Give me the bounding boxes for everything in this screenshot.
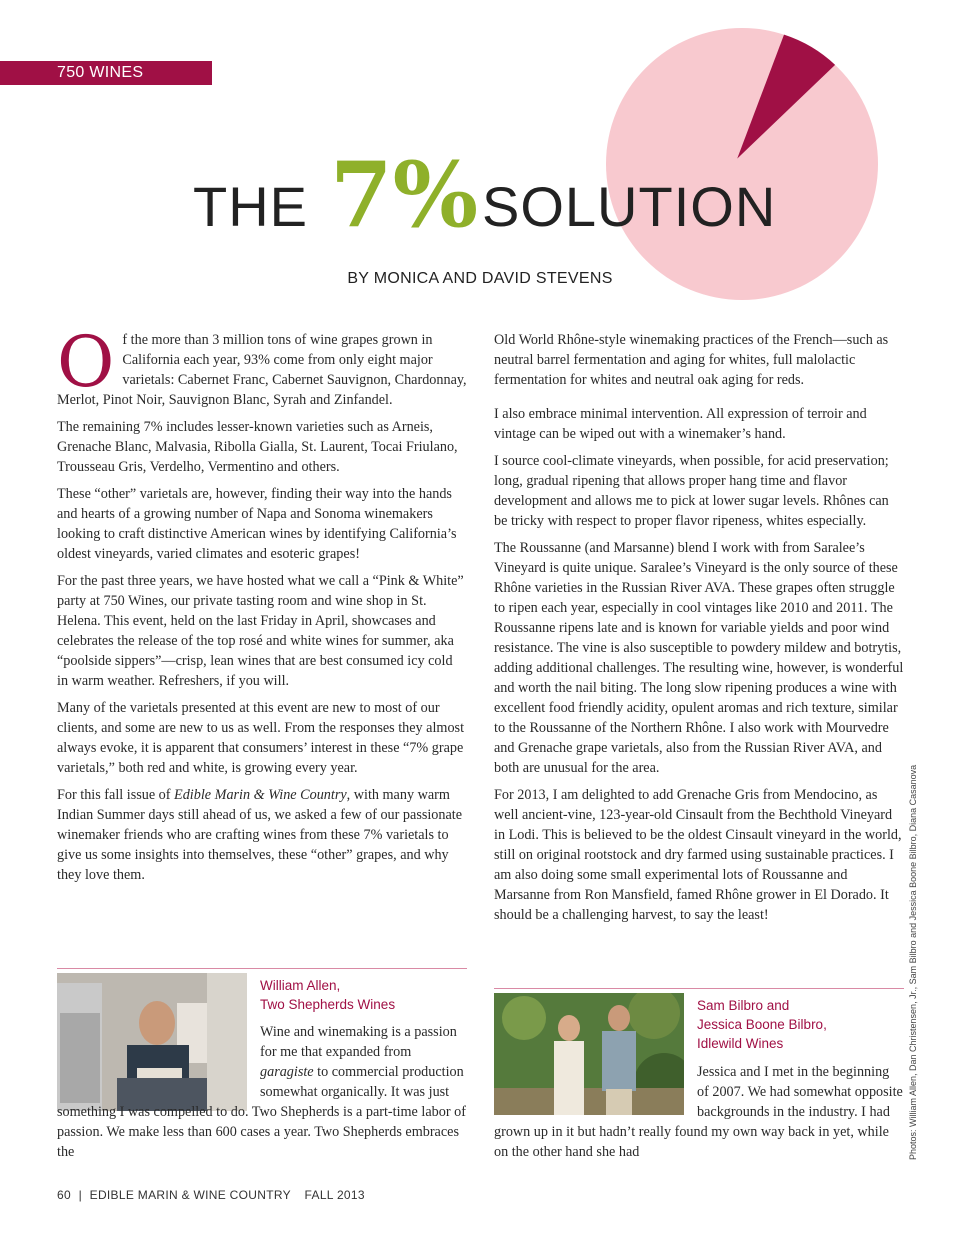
text: For this fall issue of: [57, 787, 175, 803]
profile1-name: William Allen,: [260, 978, 341, 993]
photo-credit: Photos: William Allen, Dan Christensen, Jr., Sam Bilbro and Jessica Boone Bilbro, Diana Casanova: [908, 764, 918, 1160]
text: , with many warm Indian Summer days still ahead of us, we asked a few of our passionate winemaker friends who are crafting wines from these 7% varietals to give us some insights into themselves, these “other” grapes, and why they love them.: [57, 787, 463, 883]
paragraph: Old World Rhône-style winemaking practices of the French—such as neutral barrel fermentation and aging for whites, full malolactic fermentation for whites and neutral oak aging for reds.: [494, 332, 889, 388]
page-number: 60: [57, 1188, 71, 1202]
drop-cap: O: [57, 321, 115, 403]
article-title: [0, 142, 960, 250]
text: Jessica and I met in the beginning of 2007. We had somewhat opposite backgrounds in the industry. I had grown up in it but hadn’t really found my own way back in yet, while on the other hand she had: [494, 1064, 903, 1160]
text-emphasis: garagiste: [260, 1064, 314, 1080]
publication-name: Edible Marin & Wine Country: [174, 787, 347, 803]
paragraph: [57, 785, 467, 885]
paragraph: The Roussanne (and Marsanne) blend I work with from Saralee’s Vineyard is quite unique. Saralee’s Vineyard is the only source of these Rhône varieties in the Russian River AVA. These grapes often struggle to ripen each year, especially in cool vintages like 2010 and 2011. The Roussanne ripens late and is known for variable yields and poor wind resistance. The vine is also susceptible to powdery mildew and botrytis, adding additional challenges. The resulting wine, however, is wonderful and worth the nail biting. The long slow ripening produces a wine with excellent food friendly acidity, opulent aromas and rich texture, similar to the Roussanne of the Northern Rhône. I also work with Mourvedre and Grenache grape varietals, also from the Russian River AVA, and both are unusual for the area.: [494, 540, 904, 776]
profile2-name-line2: Jessica Boone Bilbro,: [697, 1017, 827, 1032]
text: to commercial production somewhat organically. It was just something I was compelled to do. Two Shepherds is a part-time labor of passion. We make less than 600 cases a year. Two Shepherds embraces the: [57, 1064, 466, 1160]
profile2-float-spacer: [494, 1062, 697, 1122]
byline: BY MONICA AND DAVID STEVENS: [347, 270, 613, 287]
publication-title: EDIBLE MARIN & WINE COUNTRY: [89, 1188, 291, 1202]
paragraph: I source cool-climate vineyards, when possible, for acid preservation; long, gradual ripening that allows proper hang time and flavor development and allows me to pick at lower sugar levels. Rhônes can be tricky with respect to proper flavor ripeness, whites especially.: [494, 453, 889, 529]
title-prefix: THE: [193, 175, 308, 238]
text: Wine and winemaking is a passion for me that expanded from: [260, 1024, 457, 1060]
paragraph: Many of the varietals presented at this event are new to most of our clients, and some are new to us as well. From the responses they almost always evoke, it is apparent that consumers’ interest in these “7% grape varietals,” both red and white, is growing every year.: [57, 700, 465, 776]
intro-paragraph: [57, 321, 467, 410]
intro-text: f the more than 3 million tons of wine grapes grown in California each year, 93% come from only eight major varietals: Cabernet Franc, Cabernet Sauvignon, Chardonnay, Merlot, Pinot Noir, Sauvignon Blanc, Syrah and Zinfandel.: [57, 332, 467, 408]
footer-separator: |: [78, 1188, 83, 1202]
title-highlight: 7%: [330, 142, 479, 248]
divider-rule: [57, 968, 467, 969]
column-right: [494, 330, 904, 932]
divider-rule: [494, 988, 904, 989]
paragraph: For the past three years, we have hosted what we call a “Pink & White” party at 750 Wines, our private tasting room and wine shop in St. Helena. This event, held on the last Friday in April, showcases and celebrates the release of the top rosé and white wines for summer, aka “poolside sippers”—crisp, lean wines that are best consumed icy cold in warm weather. Refreshers, if you will.: [57, 573, 464, 689]
profile2-name-line1: Sam Bilbro and: [697, 998, 790, 1013]
profile2-winery: Idlewild Wines: [697, 1036, 784, 1051]
paragraph: These “other” varietals are, however, finding their way into the hands and hearts of a growing number of Napa and Sonoma winemakers looking to craft distinctive American wines by identifying California’s oldest vineyards, varied climates and esoteric grapes!: [57, 486, 457, 562]
profile1-text: [57, 1022, 467, 1162]
paragraph: For 2013, I am delighted to add Grenache Gris from Mendocino, as well ancient-vine, 123-year-old Cinsault from the Bechthold Vineyard in Lodi. This is believed to be the oldest Cinsault vineyard in the world, still on original rootstock and dry farmed using sustainable practices. I am also doing some small experimental lots of Roussanne and Marsanne from Ron Mansfield, famed Rhône grower in El Dorado. It should be a challenging harvest, to say the least!: [494, 787, 902, 923]
issue-date: FALL 2013: [304, 1188, 365, 1202]
column-left: [57, 321, 467, 892]
profile1-float-spacer: [57, 1022, 260, 1102]
page-footer: [57, 1188, 369, 1202]
section-tag: 750 WINES: [0, 61, 212, 85]
profile1-caption: [260, 976, 395, 1014]
profile2-text: [494, 1062, 904, 1162]
profile2-caption: [697, 996, 827, 1053]
paragraph: The remaining 7% includes lesser-known varieties such as Arneis, Grenache Blanc, Malvasia, Ribolla Gialla, St. Laurent, Tocai Friulano, Trousseau Gris, Verdelho, Vermentino and others.: [57, 419, 458, 475]
title-suffix: SOLUTION: [482, 175, 777, 238]
paragraph: I also embrace minimal intervention. All expression of terroir and vintage can be wiped out with a winemaker’s hand.: [494, 406, 867, 442]
profile1-winery: Two Shepherds Wines: [260, 997, 396, 1012]
